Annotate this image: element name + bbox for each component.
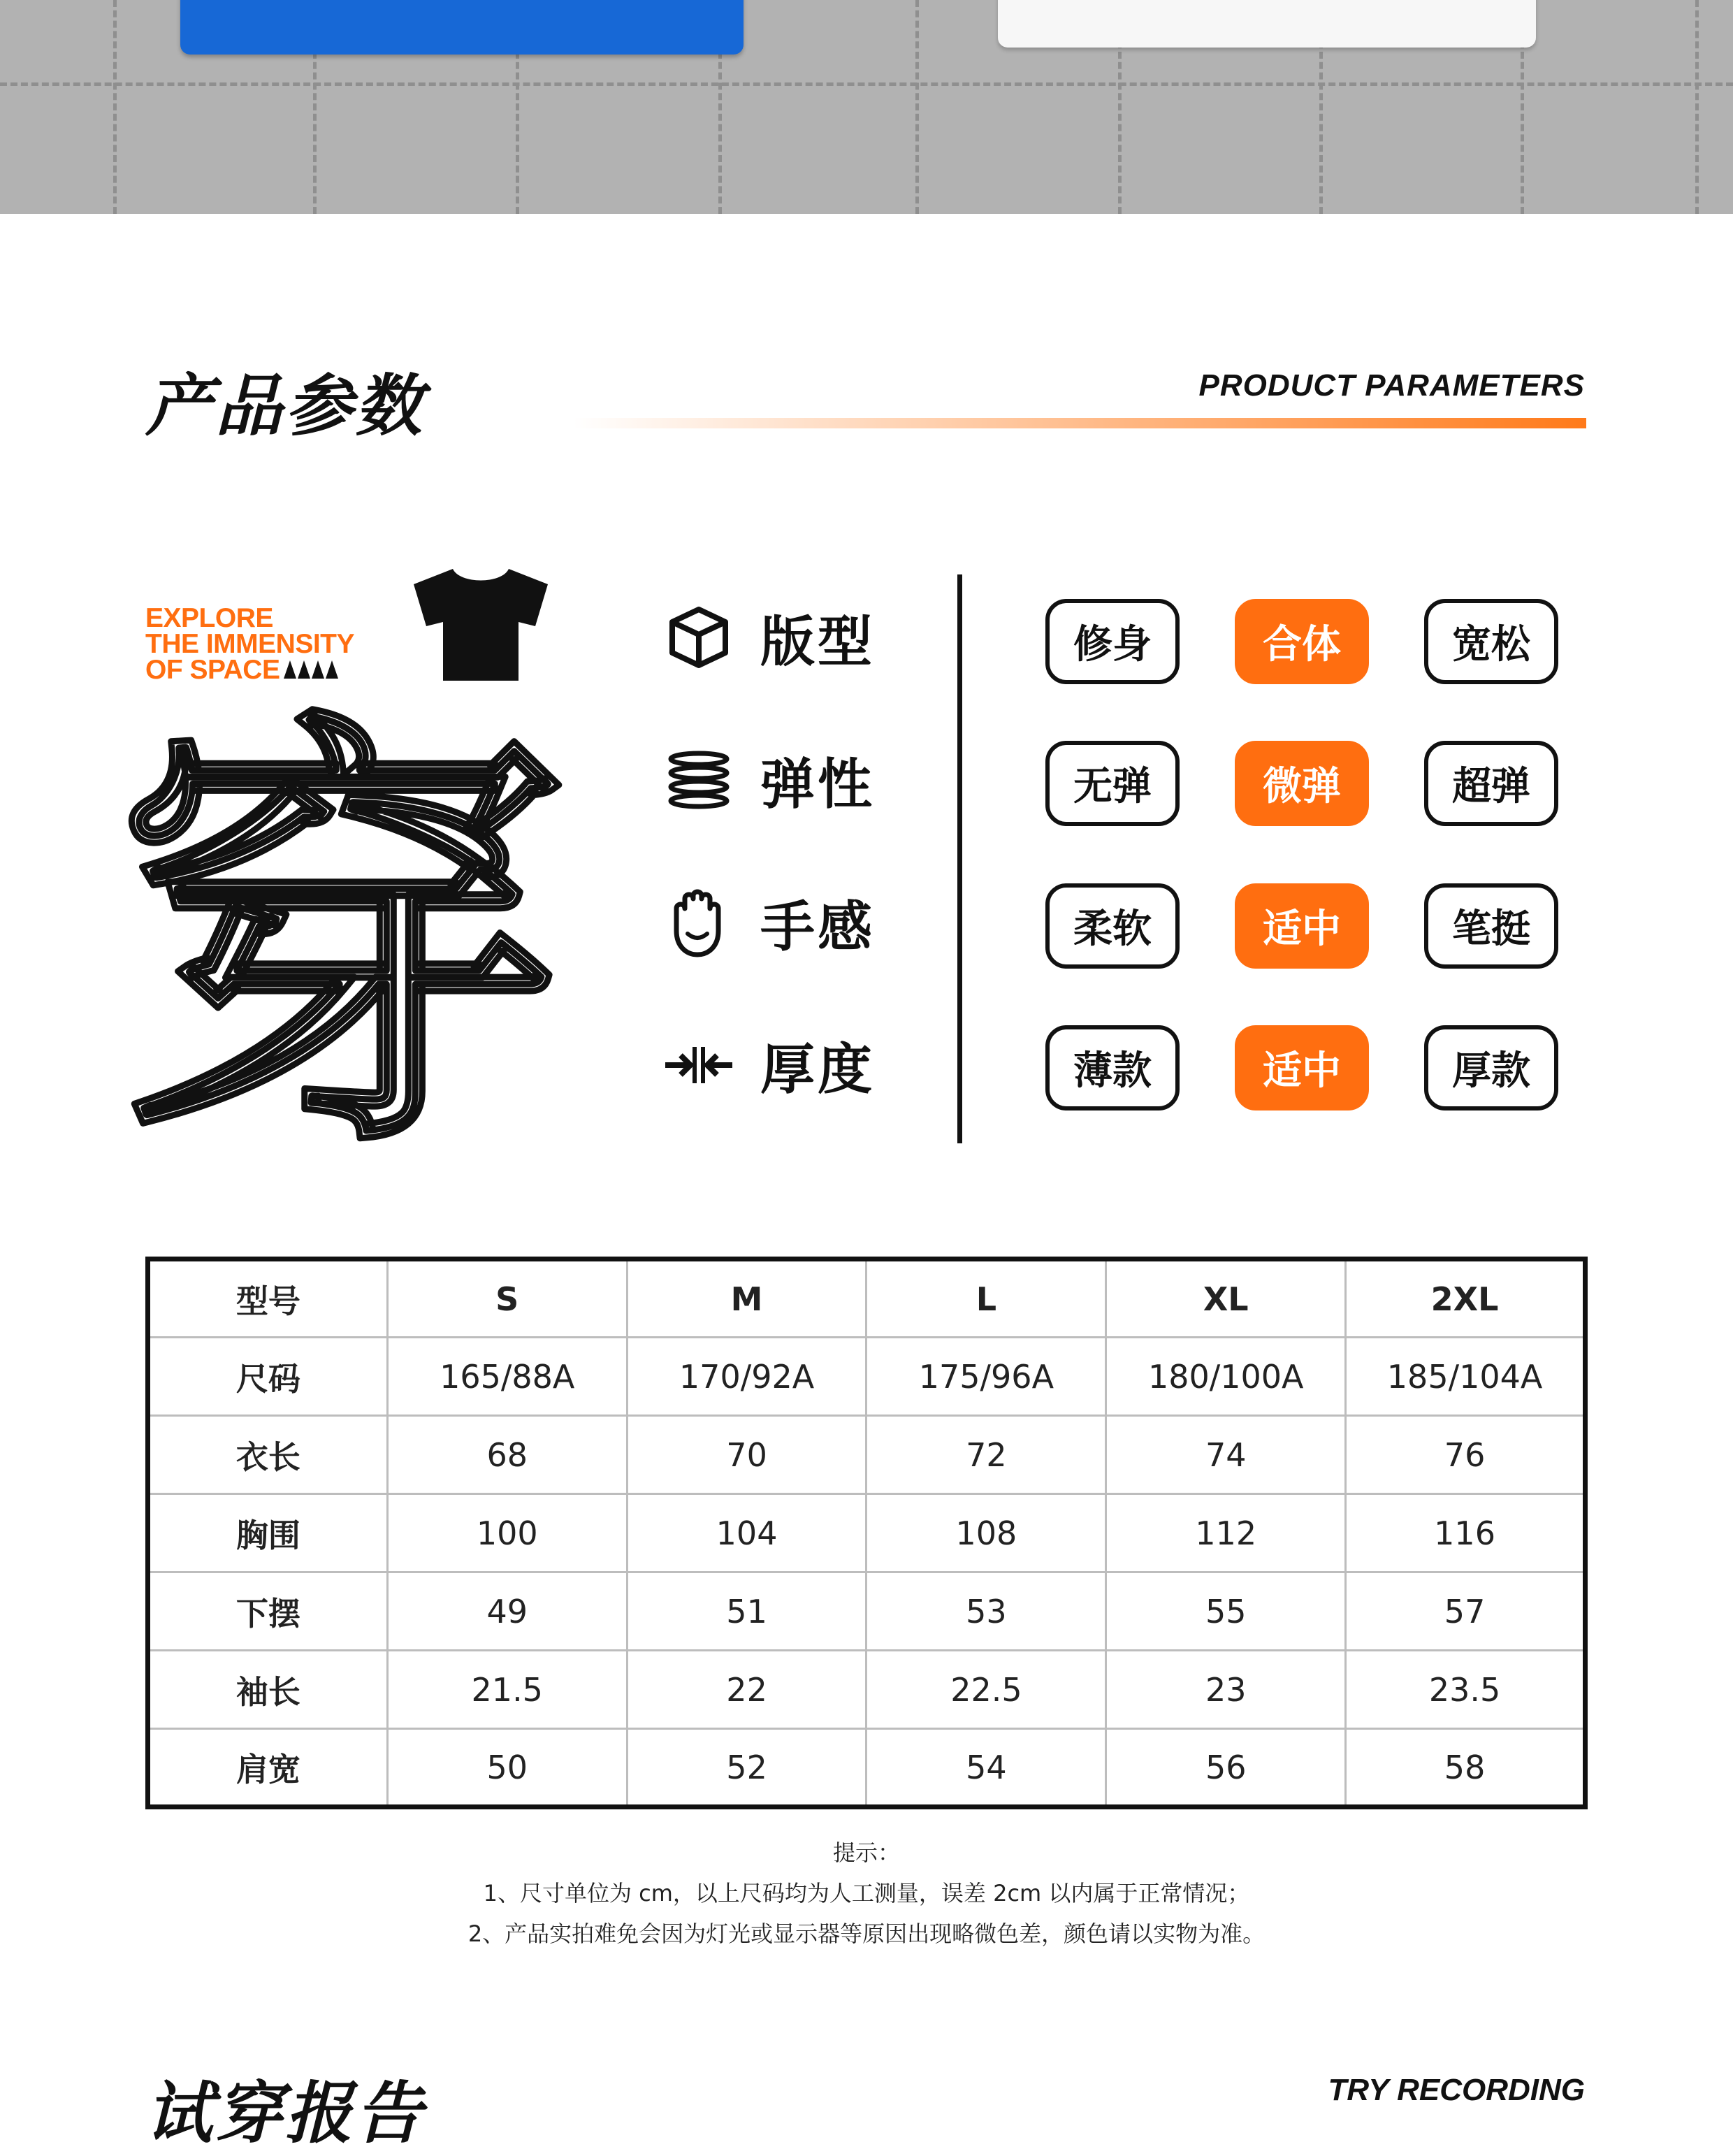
- table-cell: 22.5: [866, 1651, 1106, 1729]
- option-pill-selected: 适中: [1235, 1025, 1369, 1110]
- table-cell: 104: [627, 1494, 866, 1572]
- next-section-subtitle: TRY RECORDING: [1328, 2073, 1585, 2107]
- attribute-label: 弹性: [760, 753, 876, 816]
- option-pill-selected: 合体: [1235, 599, 1369, 684]
- table-cell: 53: [866, 1572, 1106, 1651]
- attribute-label: 手感: [760, 896, 876, 959]
- attribute-row-hand-feel: [665, 881, 875, 964]
- next-section-title: 试穿报告: [145, 2074, 425, 2153]
- tagline-line: EXPLORE: [145, 603, 273, 633]
- section-subtitle: PRODUCT PARAMETERS: [1198, 368, 1585, 403]
- notes-line: 2、产品实拍难免会因为灯光或显示器等原因出现略微色差，颜色请以实物为准。: [467, 1920, 1266, 1947]
- white-tshirt-photo: [998, 0, 1536, 48]
- big-outlined-character: [119, 682, 566, 1203]
- table-header-cell: 2XL: [1346, 1259, 1586, 1338]
- attributes-divider: [957, 574, 962, 1143]
- table-row-label: 下摆: [148, 1572, 388, 1651]
- grid-line: [113, 0, 117, 214]
- cube-icon: [665, 604, 732, 671]
- product-photo-strip: [0, 0, 1733, 214]
- table-cell: 52: [627, 1729, 866, 1807]
- table-cell: 72: [866, 1416, 1106, 1494]
- option-pill: 超弹: [1424, 741, 1558, 826]
- table-cell: 22: [627, 1651, 866, 1729]
- option-pill: 修身: [1045, 599, 1180, 684]
- table-cell: 50: [387, 1729, 627, 1807]
- table-row: [148, 1416, 1586, 1494]
- grid-line: [0, 82, 1733, 86]
- attribute-row-fit: [665, 595, 875, 679]
- attribute-row-thickness: [665, 1023, 875, 1107]
- option-pill-selected: 适中: [1235, 883, 1369, 969]
- table-cell: 74: [1106, 1416, 1346, 1494]
- table-header-cell: L: [866, 1259, 1106, 1338]
- table-header-row: [148, 1259, 1586, 1338]
- table-header-cell: 型号: [148, 1259, 388, 1338]
- table-cell: 21.5: [387, 1651, 627, 1729]
- option-pill-selected: 微弹: [1235, 741, 1369, 826]
- blue-tshirt-photo: [180, 0, 744, 55]
- table-cell: 55: [1106, 1572, 1346, 1651]
- option-pill: 笔挺: [1424, 883, 1558, 969]
- attribute-row-elasticity: [665, 738, 875, 822]
- table-cell: 56: [1106, 1729, 1346, 1807]
- table-row: [148, 1729, 1586, 1807]
- option-pill: 薄款: [1045, 1025, 1180, 1110]
- table-row-label: 胸围: [148, 1494, 388, 1572]
- table-cell: 185/104A: [1346, 1338, 1586, 1416]
- table-cell: 108: [866, 1494, 1106, 1572]
- table-cell: 57: [1346, 1572, 1586, 1651]
- table-cell: 23: [1106, 1651, 1346, 1729]
- triangle-decoration-icon: [284, 657, 340, 683]
- table-cell: 165/88A: [387, 1338, 627, 1416]
- table-cell: 112: [1106, 1494, 1346, 1572]
- hand-icon: [665, 889, 732, 956]
- table-cell: 51: [627, 1572, 866, 1651]
- table-row-label: 肩宽: [148, 1729, 388, 1807]
- table-cell: 170/92A: [627, 1338, 866, 1416]
- tagline-line: OF SPACE: [145, 655, 280, 685]
- table-cell: 54: [866, 1729, 1106, 1807]
- table-cell: 70: [627, 1416, 866, 1494]
- table-row-label: 衣长: [148, 1416, 388, 1494]
- table-row: [148, 1572, 1586, 1651]
- table-cell: 116: [1346, 1494, 1586, 1572]
- notes-line: 1、尺寸单位为 cm，以上尺码均为人工测量，误差 2cm 以内属于正常情况；: [483, 1880, 1250, 1907]
- table-row: [148, 1338, 1586, 1416]
- spring-coil-icon: [665, 746, 732, 813]
- grid-line: [915, 0, 919, 214]
- table-row-label: 尺码: [148, 1338, 388, 1416]
- option-pill: 厚款: [1424, 1025, 1558, 1110]
- table-cell: 49: [387, 1572, 627, 1651]
- table-row-label: 袖长: [148, 1651, 388, 1729]
- option-pill: 宽松: [1424, 599, 1558, 684]
- grid-line: [1695, 0, 1699, 214]
- table-row: [148, 1494, 1586, 1572]
- table-header-cell: S: [387, 1259, 627, 1338]
- attribute-label: 版型: [760, 611, 876, 674]
- table-header-cell: XL: [1106, 1259, 1346, 1338]
- table-cell: 23.5: [1346, 1651, 1586, 1729]
- notes-heading: 提示：: [832, 1839, 900, 1866]
- table-row: [148, 1651, 1586, 1729]
- table-cell: 58: [1346, 1729, 1586, 1807]
- size-chart-table: [145, 1257, 1588, 1809]
- table-cell: 175/96A: [866, 1338, 1106, 1416]
- table-header-cell: M: [627, 1259, 866, 1338]
- tagline-line: THE IMMENSITY: [145, 629, 355, 659]
- table-cell: 76: [1346, 1416, 1586, 1494]
- tshirt-icon: [412, 566, 549, 685]
- attribute-label: 厚度: [760, 1039, 876, 1101]
- section-title: 产品参数: [145, 367, 425, 445]
- option-pill: 无弹: [1045, 741, 1180, 826]
- option-pill: 柔软: [1045, 883, 1180, 969]
- table-cell: 180/100A: [1106, 1338, 1346, 1416]
- header-gradient-line: [573, 418, 1586, 428]
- notes-block: [0, 1832, 1733, 1954]
- table-cell: 68: [387, 1416, 627, 1494]
- table-cell: 100: [387, 1494, 627, 1572]
- big-char-text: 穿: [119, 682, 566, 1203]
- explore-tagline: [145, 605, 354, 683]
- compress-arrows-icon: [665, 1032, 732, 1099]
